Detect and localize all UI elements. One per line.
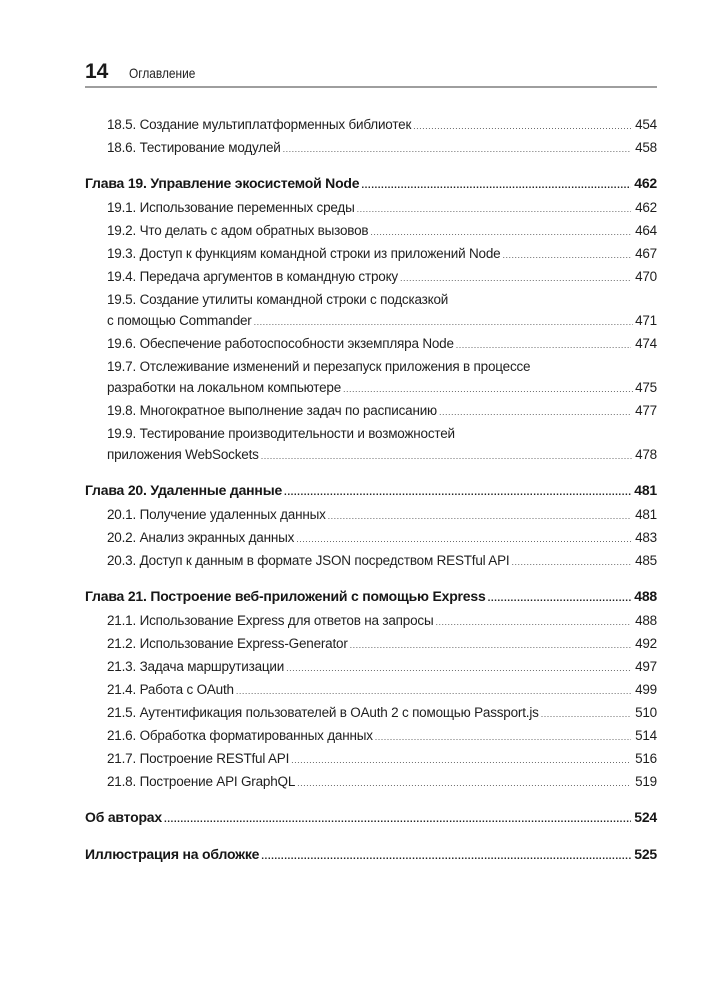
toc-chapter-19[interactable] — [85, 172, 657, 197]
dot-leader — [357, 199, 631, 220]
toc-entry-page: 470 — [635, 269, 657, 284]
toc-entry-page: 516 — [635, 751, 657, 766]
table-of-contents — [85, 114, 657, 868]
toc-entry[interactable] — [85, 333, 657, 356]
toc-entry-title-line1: 19.9. Тестирование производительности и возможностей — [107, 426, 455, 441]
toc-entry[interactable] — [85, 220, 657, 243]
dot-leader — [511, 552, 631, 573]
chapter-page: 488 — [634, 588, 657, 604]
dot-leader — [286, 658, 631, 679]
toc-entry[interactable] — [85, 702, 657, 725]
toc-entry-page: 483 — [635, 530, 657, 545]
toc-entry-title: 20.3. Доступ к данным в формате JSON посредством RESTful API — [107, 553, 510, 568]
dot-leader — [296, 529, 631, 550]
toc-cover-illustration[interactable] — [85, 843, 657, 868]
toc-entry[interactable] — [85, 527, 657, 550]
toc-entry-title: 19.6. Обеспечение работоспособности экземпляра Node — [107, 336, 454, 351]
dot-leader — [400, 268, 631, 289]
dot-leader — [435, 612, 631, 633]
toc-entry[interactable] — [85, 356, 657, 400]
dot-leader — [439, 402, 631, 423]
toc-entry-page: 478 — [635, 447, 657, 462]
toc-entry-title: 19.3. Доступ к функциям командной строки из приложений Node — [107, 246, 501, 261]
dot-leader — [350, 635, 631, 656]
toc-entry[interactable] — [85, 771, 657, 794]
toc-entry-page: 514 — [635, 728, 657, 743]
toc-entry-page: 481 — [635, 507, 657, 522]
page-number: 14 — [85, 60, 109, 83]
toc-entry[interactable] — [85, 550, 657, 573]
toc-entry-page: 485 — [635, 553, 657, 568]
toc-entry-page: 499 — [635, 682, 657, 697]
dot-leader — [456, 335, 631, 356]
toc-chapter-20[interactable] — [85, 479, 657, 504]
toc-entry-title: 21.2. Использование Express-Generator — [107, 636, 348, 651]
toc-entry-title-line2: приложения WebSockets — [107, 447, 259, 462]
toc-entry-title: 21.8. Построение API GraphQL — [107, 774, 296, 789]
dot-leader — [261, 446, 633, 467]
chapter-title: Глава 19. Управление экосистемой Node — [85, 175, 360, 191]
toc-entry-title-line1: 19.7. Отслеживание изменений и перезапуск приложения в процессе — [107, 359, 531, 374]
chapter-title: Об авторах — [85, 809, 162, 825]
dot-leader — [343, 379, 633, 400]
chapter-page: 525 — [634, 846, 657, 862]
toc-entry-title: 21.7. Построение RESTful API — [107, 751, 290, 766]
dot-leader — [254, 312, 633, 333]
toc-entry[interactable] — [85, 423, 657, 467]
toc-entry-title: 21.6. Обработка форматированных данных — [107, 728, 373, 743]
toc-entry-title: 20.1. Получение удаленных данных — [107, 507, 326, 522]
toc-entry[interactable] — [85, 656, 657, 679]
dot-leader — [370, 222, 631, 243]
toc-entry-page: 471 — [635, 313, 657, 328]
toc-entry-page: 467 — [635, 246, 657, 261]
dot-leader — [297, 773, 631, 794]
dot-leader — [361, 175, 631, 197]
toc-entry-page: 497 — [635, 659, 657, 674]
toc-about-authors[interactable] — [85, 806, 657, 831]
dot-leader — [261, 846, 631, 868]
toc-entry-title: 21.3. Задача маршрутизации — [107, 659, 285, 674]
toc-entry-title-line2: разработки на локальном компьютере — [107, 380, 342, 395]
toc-entry-page: 492 — [635, 636, 657, 651]
toc-entry[interactable] — [85, 137, 657, 160]
toc-entry[interactable] — [85, 679, 657, 702]
dot-leader — [541, 704, 631, 725]
header-divider — [85, 86, 657, 88]
toc-chapter-21[interactable] — [85, 585, 657, 610]
toc-entry-page: 464 — [635, 223, 657, 238]
toc-entry-title: 19.1. Использование переменных среды — [107, 200, 355, 215]
toc-entry-title: 18.6. Тестирование модулей — [107, 140, 281, 155]
toc-entry-page: 519 — [635, 774, 657, 789]
dot-leader — [283, 139, 631, 160]
toc-entry-title: 19.4. Передача аргументов в командную строку — [107, 269, 398, 284]
toc-entry-page: 458 — [635, 140, 657, 155]
toc-entry-title: 19.2. Что делать с адом обратных вызовов — [107, 223, 369, 238]
toc-entry-page: 474 — [635, 336, 657, 351]
toc-entry-title: 20.2. Анализ экранных данных — [107, 530, 295, 545]
toc-entry[interactable] — [85, 633, 657, 656]
toc-entry[interactable] — [85, 289, 657, 333]
toc-entry-title: 21.1. Использование Express для ответов на запросы — [107, 613, 434, 628]
page-header — [85, 60, 657, 88]
chapter-title: Иллюстрация на обложке — [85, 846, 260, 862]
toc-entry[interactable] — [85, 114, 657, 137]
toc-entry-title: 21.4. Работа с OAuth — [107, 682, 234, 697]
toc-entry-page: 462 — [635, 200, 657, 215]
toc-entry-title: 19.8. Многократное выполнение задач по расписанию — [107, 403, 437, 418]
running-title: Оглавление — [129, 65, 196, 81]
chapter-page: 462 — [634, 175, 657, 191]
toc-entry-page: 477 — [635, 403, 657, 418]
toc-entry-title-line1: 19.5. Создание утилиты командной строки с подсказкой — [107, 292, 449, 307]
toc-entry-page: 488 — [635, 613, 657, 628]
toc-entry[interactable] — [85, 197, 657, 220]
dot-leader — [236, 681, 631, 702]
dot-leader — [502, 245, 631, 266]
dot-leader — [328, 506, 631, 527]
toc-entry[interactable] — [85, 748, 657, 771]
toc-entry-title: 21.5. Аутентификация пользователей в OAuth 2 с помощью Passport.js — [107, 705, 539, 720]
toc-entry[interactable] — [85, 243, 657, 266]
toc-entry-page: 454 — [635, 117, 657, 132]
toc-entry-page: 510 — [635, 705, 657, 720]
toc-entry-title-line2: с помощью Commander — [107, 313, 252, 328]
dot-leader — [284, 482, 631, 504]
chapter-title: Глава 20. Удаленные данные — [85, 482, 283, 498]
toc-entry-title: 18.5. Создание мультиплатформенных библиотек — [107, 117, 412, 132]
dot-leader — [488, 588, 631, 610]
toc-entry[interactable] — [85, 725, 657, 748]
dot-leader — [375, 727, 631, 748]
chapter-title: Глава 21. Построение веб-приложений с помощью Express — [85, 588, 486, 604]
toc-entry[interactable] — [85, 266, 657, 289]
toc-entry[interactable] — [85, 610, 657, 633]
toc-entry[interactable] — [85, 400, 657, 423]
toc-entry[interactable] — [85, 504, 657, 527]
dot-leader — [413, 116, 631, 137]
dot-leader — [291, 750, 631, 771]
chapter-page: 524 — [634, 809, 657, 825]
chapter-page: 481 — [634, 482, 657, 498]
dot-leader — [164, 809, 631, 831]
toc-entry-page: 475 — [635, 380, 657, 395]
